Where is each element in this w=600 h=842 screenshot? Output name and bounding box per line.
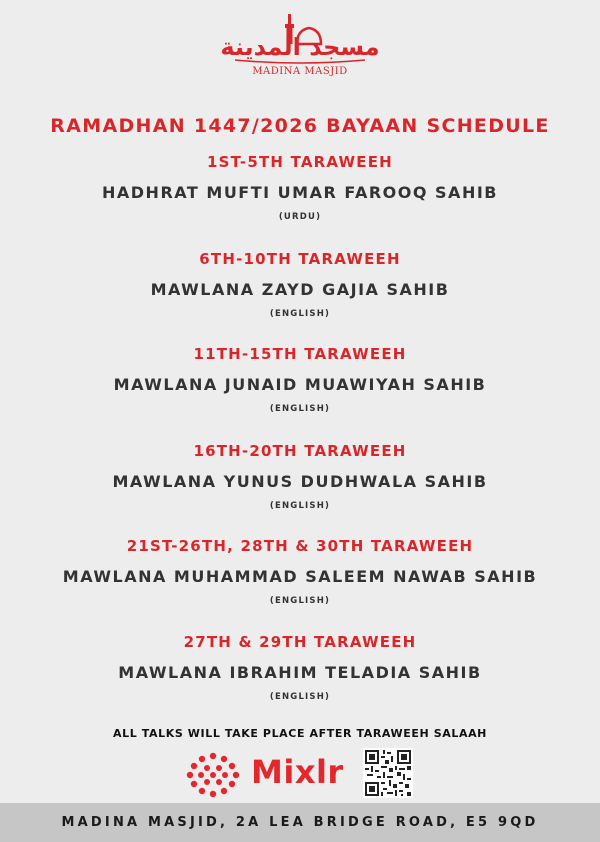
session-period: 16TH-20TH TARAWEEH [193, 442, 407, 460]
session-3 [0, 344, 600, 415]
session-6 [0, 632, 600, 703]
session-speaker: MAWLANA ZAYD GAJIA SAHIB [150, 280, 450, 299]
session-speaker: MAWLANA YUNUS DUDHWALA SAHIB [112, 472, 488, 491]
session-language: (ENGLISH) [269, 309, 331, 319]
session-period: 6TH-10TH TARAWEEH [199, 250, 401, 268]
address-text: MADINA MASJID, 2A LEA BRIDGE ROAD, E5 9QD [61, 815, 539, 830]
session-speaker: HADHRAT MUFTI UMAR FAROOQ SAHIB [102, 183, 498, 202]
session-2 [0, 249, 600, 320]
session-language: (ENGLISH) [269, 501, 331, 511]
schedule-title: RAMADHAN 1447/2026 BAYAAN SCHEDULE [50, 115, 550, 137]
mixlr-label[interactable]: Mixlr [251, 753, 344, 791]
qr-code-icon[interactable] [363, 748, 413, 798]
session-period: 1ST-5TH TARAWEEH [207, 153, 393, 171]
madina-masjid-logo-icon [215, 10, 385, 80]
session-1 [0, 152, 600, 223]
session-period: 21ST-26TH, 28TH & 30TH TARAWEEH [126, 537, 474, 555]
session-speaker: MAWLANA IBRAHIM TELADIA SAHIB [118, 663, 482, 682]
session-period: 11TH-15TH TARAWEEH [193, 345, 407, 363]
session-5 [0, 536, 600, 607]
mixlr-row [0, 745, 600, 800]
address-footer [0, 803, 600, 842]
logo-arabic-text: مسجد المدينة [220, 33, 380, 61]
session-language: (ENGLISH) [269, 404, 331, 414]
session-speaker: MAWLANA MUHAMMAD SALEEM NAWAB SAHIB [62, 567, 538, 586]
masjid-logo [0, 10, 600, 80]
session-speaker: MAWLANA JUNAID MUAWIYAH SAHIB [113, 375, 487, 394]
session-language: (ENGLISH) [269, 596, 331, 606]
session-language: (URDU) [278, 212, 322, 222]
logo-latin-text: MADINA MASJID [252, 66, 348, 77]
mixlr-dots-icon[interactable] [185, 751, 241, 799]
talks-note: ALL TALKS WILL TAKE PLACE AFTER TARAWEEH SALAAH [113, 727, 487, 740]
session-language: (ENGLISH) [269, 692, 331, 702]
session-period: 27TH & 29TH TARAWEEH [183, 633, 417, 651]
session-4 [0, 441, 600, 512]
